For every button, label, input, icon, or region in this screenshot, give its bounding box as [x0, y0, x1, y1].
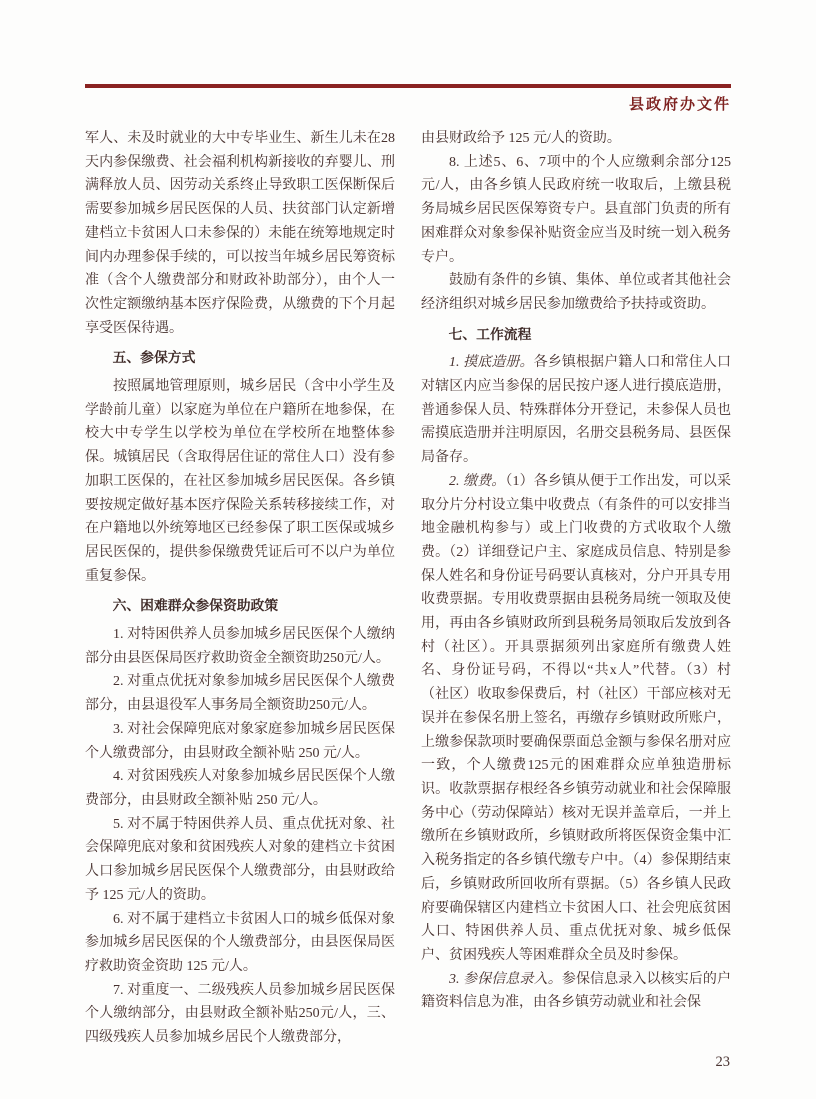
flow-item-1	[421, 351, 731, 470]
flow-item-3	[421, 968, 731, 1015]
policy-item-4: 4. 对贫困残疾人对象参加城乡居民医保个人缴费部分，由县财政全额补贴 250 元/人。	[85, 769, 395, 808]
flow-item-2	[421, 470, 731, 968]
page-header	[85, 84, 731, 114]
left-column	[85, 127, 395, 1050]
section-heading-5: 五、参保方式	[112, 350, 196, 366]
policy-item-3: 3. 对社会保障兜底对象家庭参加城乡居民医保个人缴费部分，由县财政全额补贴 250 元/人。	[85, 721, 395, 761]
policy-item-2: 2. 对重点优抚对象参加城乡居民医保个人缴费部分，由县退役军人事务局全额资助250元/人。	[85, 674, 395, 714]
flow-item-3-text: 参保信息录入以核实后的户籍资料信息为准，由各乡镇劳动就业和社会保	[421, 971, 732, 1011]
paragraph-enrollment-method: 按照属地管理原则，城乡居民（含中小学生及学龄前儿童）以家庭为单位在户籍所在地参保，在校大中专学生以学校为单位在学校所在地整体参保。城镇居民（含取得居住证的常住人口）没有参加职工医保的，在社区参加城乡居民医保。各乡镇要按规定做好基本医疗保险关系转移接续工作，对在户籍地以外统筹地区已经参保了职工医保或城乡居民医保的，提供参保缴费凭证后可不以户为单位重复参保。	[85, 379, 395, 584]
policy-item-6: 6. 对不属于建档立卡贫困人口的城乡低保对象参加城乡居民医保的个人缴费部分，由县医保局医疗救助资金资助 125 元/人。	[85, 911, 395, 974]
policy-item-7: 7. 对重度一、二级残疾人员参加城乡居民医保个人缴纳部分，由县财政全额补贴250元/人，三、四级残疾人员参加城乡居民个人缴费部分，	[85, 982, 395, 1046]
page-header-title: 县政府办文件	[628, 96, 731, 113]
paragraph-continuation: 军人、未及时就业的大中专毕业生、新生儿未在28天内参保缴费、社会福利机构新接收的弃婴儿、刑满释放人员、因劳动关系终止导致职工医保断保后需要参加城乡居民医保的人员、扶贫部门认定新增建档立卡贫困人口未参保的）未能在统筹地规定时间内办理参保手续的，可以按当年城乡居民筹资标准（含个人缴费部分和财政补助部分），由个人一次性定额缴纳基本医疗保险费，从缴费的下个月起享受医保待遇。	[85, 131, 395, 336]
flow-item-3-lead: 3. 参保信息录入。	[449, 971, 562, 987]
paragraph-encourage: 鼓励有条件的乡镇、集体、单位或者其他社会经济组织对城乡居民参加缴费给予扶持或资助。	[421, 273, 731, 312]
policy-item-5: 5. 对不属于特困供养人员、重点优抚对象、社会保障兜底对象和贫困残疾人对象的建档立卡贫困人口参加城乡居民医保个人缴费部分，由县财政给予 125 元/人的资助。	[85, 816, 395, 903]
right-column	[421, 127, 731, 1050]
paragraph-continuation: 由县财政给予 125 元/人的资助。	[421, 131, 621, 146]
section-heading-6: 六、困难群众参保资助政策	[112, 598, 279, 614]
policy-item-8: 8. 上述5、6、7项中的个人应缴剩余部分125元/人，由各乡镇人民政府统一收取后，上缴县税务局城乡居民医保筹资专户。县直部门负责的所有困难群众对象参保补贴资金应当及时统一划入税务专户。	[421, 154, 731, 265]
document-body	[85, 127, 731, 1050]
section-heading-7: 七、工作流程	[448, 326, 532, 342]
header-rule	[85, 84, 731, 88]
policy-item-1: 1. 对特困供养人员参加城乡居民医保个人缴纳部分由县医保局医疗救助资金全额资助250元/人。	[85, 627, 395, 666]
flow-item-2-text: （1）各乡镇从便于工作出发，可以采取分片分村设立集中收费点（有条件的可以安排当地金融机构参与）或上门收费的方式收取个人缴费。（2）详细登记户主、家庭成员信息、特别是参保人姓名和身份证号码要认真核对，分户开具专用收费票据。专用收费票据由县税务局统一领取及使用，再由各乡镇财政所到县税务局领取后发放到各村（社区）。开具票据须列出家庭所有缴费人姓名、身份证号码，不得以“共x人”代替。（3）村（社区）收取参保费后，村（社区）干部应核对无误并在参保名册上签名，再缴存乡镇财政所账户，上缴参保款项时要确保票面总金额与参保名册对应一致，个人缴费125元的困难群众应单独造册标识。收款票据存根经各乡镇劳动就业和社会保障服务中心（劳动保障站）核对无误并盖章后，一并上缴所在乡镇财政所，乡镇财政所将医保资金集中汇入税务指定的各乡镇代缴专户中。（4）参保期结束后，乡镇财政所回收所有票据。（5）各乡镇人民政府要确保辖区内建档立卡贫困人口、社会兜底贫困人口、特困供养人员、重点优抚对象、城乡低保户、贫困残疾人等困难群众全员及时参保。	[421, 473, 732, 963]
flow-item-1-text: 各乡镇根据户籍人口和常住人口对辖区内应当参保的居民按户逐人进行摸底造册，普通参保人员、特殊群体分开登记，未参保人员也需摸底造册并注明原因，名册交县税务局、县医保局备存。	[421, 355, 732, 466]
flow-item-1-lead: 1. 摸底造册。	[449, 355, 534, 371]
flow-item-2-lead: 2. 缴费。	[449, 473, 506, 489]
page-number: 23	[715, 1054, 730, 1070]
